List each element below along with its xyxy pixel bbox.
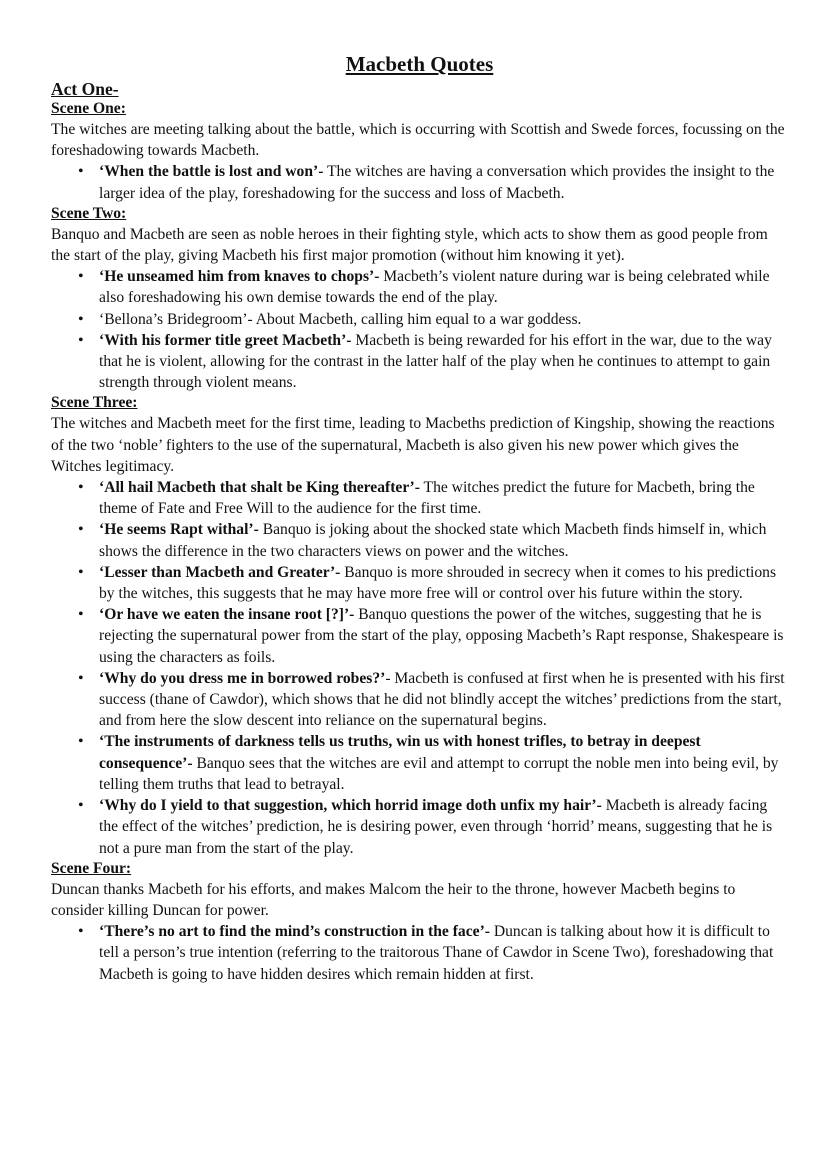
scene-heading: Scene Three: <box>51 394 138 412</box>
quote-analysis: Macbeth is being rewarded for his effort in the war, due to the way that he is violent, allowing for the contrast in the latter half of the play when he continues to attempt to gain strength through violent means. <box>99 331 772 392</box>
quote-text: ‘With his former title greet Macbeth’- <box>99 331 352 349</box>
quote-item <box>99 921 788 985</box>
quote-item <box>99 668 788 732</box>
quote-item <box>99 731 788 795</box>
quote-text: ‘Why do you dress me in borrowed robes?’ <box>99 669 386 687</box>
quote-analysis: - Macbeth is confused at first when he is presented with his first success (thane of Cawdor), which shows that he did not blindly accept the witches’ predictions from the start, and from here the slow descent into reliance on the supernatural begins. <box>99 669 785 730</box>
quote-analysis: Banquo is joking about the shocked state which Macbeth finds himself in, which shows the difference in the two characters views on power and the witches. <box>99 521 767 560</box>
quote-item <box>99 266 788 308</box>
scene-four <box>51 859 788 985</box>
scene-summary: The witches and Macbeth meet for the first time, leading to Macbeths prediction of Kingship, showing the reactions of the two ‘noble’ fighters to the use of the supernatural, Macbeth is also given his new power which gives the Witches legitimacy. <box>51 415 775 475</box>
quote-analysis: Macbeth’s violent nature during war is being celebrated while also foreshadowing his own demise towards the end of the play. <box>99 268 770 307</box>
quote-analysis: Macbeth is already facing the effect of the witches’ prediction, he is desiring power, even through ‘horrid’ means, suggesting that he is not a pure man from the start of the play. <box>99 797 773 857</box>
quote-text: ‘All hail Macbeth that shalt be King thereafter’- <box>99 479 420 497</box>
quote-item <box>99 309 788 330</box>
quote-text: ‘The instruments of darkness tells us truths, win us with honest trifles, to betray in deepest consequence’- <box>99 733 701 772</box>
quote-item <box>99 161 788 203</box>
scene-summary: Duncan thanks Macbeth for his efforts, and makes Malcom the heir to the throne, however Macbeth begins to consider killing Duncan for power. <box>51 880 736 919</box>
quote-item <box>99 519 788 561</box>
quote-item <box>99 477 788 519</box>
quote-text: ‘He seems Rapt withal’- <box>99 521 259 539</box>
quote-item <box>99 604 788 668</box>
scene-one <box>51 99 788 204</box>
document-title: Macbeth Quotes <box>345 52 494 76</box>
quote-analysis: Banquo is more shrouded in secrecy when it comes to his predictions by the witches, this suggests that he may have more free will or control over his future within the story. <box>99 563 777 603</box>
act-heading: Act One- <box>51 79 119 99</box>
quote-text: ‘Or have we eaten the insane root [?]’- <box>99 606 355 624</box>
quote-text: ‘Bellona’s Bridegroom’- <box>99 310 253 328</box>
quote-item <box>99 562 788 604</box>
quote-text: ‘Why do I yield to that suggestion, which horrid image doth unfix my hair’- <box>99 797 602 815</box>
scene-two <box>51 204 788 394</box>
scene-summary: The witches are meeting talking about the battle, which is occurring with Scottish and Swede forces, focussing on the foreshadowing towards Macbeth. <box>51 121 785 160</box>
quote-list <box>51 266 788 393</box>
quote-analysis: Duncan is talking about how it is difficult to tell a person’s true intention (referring to the traitorous Thane of Cawdor in Scene Two), foreshadowing that Macbeth is going to have hidden desires which remain hidden at first. <box>99 923 774 983</box>
quote-analysis: The witches predict the future for Macbeth, bring the theme of Fate and Free Will to the audience for the first time. <box>99 479 755 518</box>
quote-analysis: The witches are having a conversation which provides the insight to the larger idea of the play, foreshadowing for the success and loss of Macbeth. <box>99 163 775 202</box>
quote-item <box>99 795 788 859</box>
quote-analysis: Banquo questions the power of the witches, suggesting that he is rejecting the supernatural power from the start of the play, opposing Macbeth’s Rapt response, Shakespeare is using the characters as foils. <box>99 606 784 666</box>
quote-text: ‘When the battle is lost and won’- <box>99 163 324 181</box>
quote-item <box>99 330 788 394</box>
quote-text: ‘He unseamed him from knaves to chops’- <box>99 268 380 286</box>
quote-list <box>51 921 788 985</box>
scene-heading: Scene Two: <box>51 204 127 222</box>
scene-heading: Scene One: <box>51 100 126 117</box>
quote-analysis: About Macbeth, calling him equal to a war goddess. <box>252 310 582 328</box>
quote-text: ‘Lesser than Macbeth and Greater’- <box>99 563 341 581</box>
quote-analysis: Banquo sees that the witches are evil and attempt to corrupt the noble men into being evil, by telling them truths that lead to betrayal. <box>99 754 779 793</box>
scene-three <box>51 393 788 858</box>
scene-heading: Scene Four: <box>51 859 132 877</box>
quote-text: ‘There’s no art to find the mind’s construction in the face’- <box>99 923 490 941</box>
quote-list <box>51 161 788 203</box>
scene-summary: Banquo and Macbeth are seen as noble heroes in their fighting style, which acts to show them as good people from the start of the play, giving Macbeth his first major promotion (without him knowing it yet). <box>51 225 768 265</box>
quote-list <box>51 477 788 859</box>
